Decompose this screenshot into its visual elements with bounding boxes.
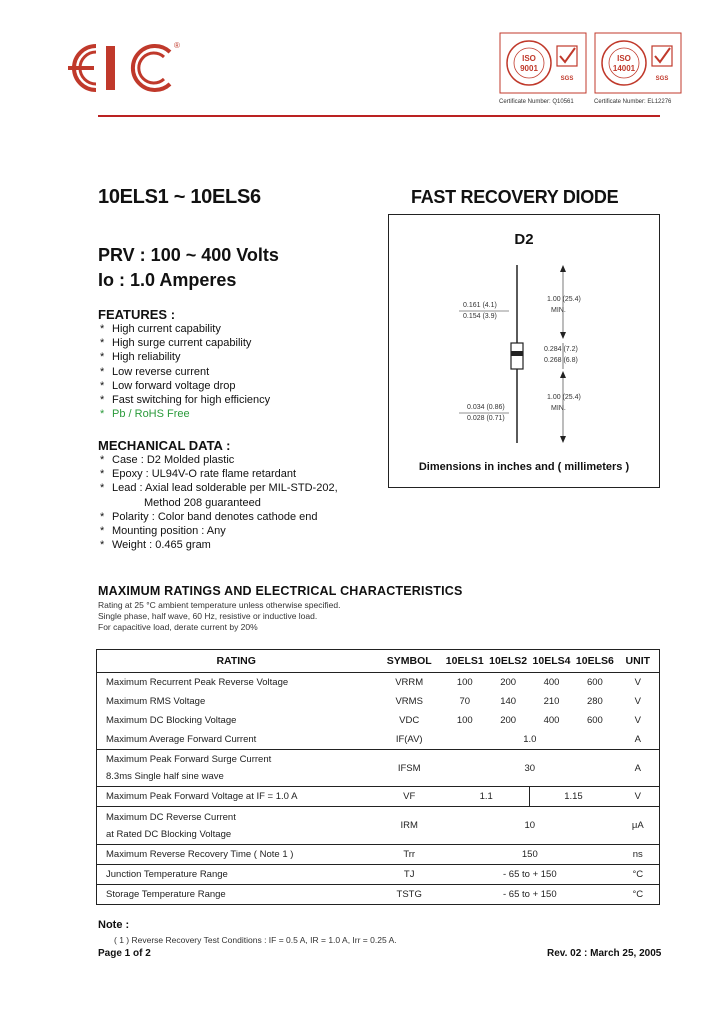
feature-item: * Low reverse current <box>100 365 210 378</box>
cert2-number: Certificate Number: EL12276 <box>594 99 672 105</box>
diagram-caption: Dimensions in inches and ( millimeters ) <box>418 461 630 473</box>
features-list <box>100 322 270 421</box>
table-row: Maximum Reverse Recovery Time ( Note 1 ) Trr 150 ns <box>97 845 660 865</box>
product-title: 10ELS1 ~ 10ELS6 <box>98 186 261 208</box>
feature-item: * Low forward voltage drop <box>100 379 236 392</box>
table-row: Maximum RMS Voltage VRMS 70 140 210 280 V <box>97 692 660 711</box>
registered-mark: ® <box>174 41 180 50</box>
page-number: Page 1 of 2 <box>98 948 151 959</box>
product-subtitle: FAST RECOVERY DIODE <box>411 187 619 207</box>
table-row: Maximum DC Reverse Current at Rated DC Blocking Voltage IRM 10 μA <box>97 807 660 845</box>
features-heading: FEATURES : <box>98 307 176 322</box>
package-diagram: D2 0.161 (4.1) 0.154 (3.9) 1.00 (25.4) MIN. 0.284 (7.2) 0.268 (6.8) 1.00 (25.4) MIN. 0.034 (0.86) 0.028 (0.71) Dimensions in inches and ( millimeters ) <box>388 214 660 488</box>
table-row: Maximum DC Blocking Voltage VDC 100 200 400 600 V <box>97 711 660 730</box>
revision-date: Rev. 02 : March 25, 2005 <box>547 948 662 959</box>
table-row: Maximum Average Forward Current IF(AV) 1.0 A <box>97 730 660 750</box>
feature-item-rohs: * Pb / RoHS Free <box>100 408 190 421</box>
mech-item-cont: Method 208 guaranteed <box>144 496 261 509</box>
svg-text:SGS: SGS <box>560 76 574 82</box>
note-heading: Note : <box>98 919 130 931</box>
diode-outline <box>389 215 661 455</box>
feature-item: * High current capability <box>100 323 221 335</box>
mech-item: * Weight : 0.465 gram <box>100 539 211 552</box>
svg-text:14001: 14001 <box>612 64 636 73</box>
header-divider <box>98 115 660 117</box>
prv-rating: PRV : 100 ~ 400 Volts <box>98 245 279 265</box>
svg-text:ISO: ISO <box>617 54 631 63</box>
mech-item: * Lead : Axial lead solderable per MIL-STD-202, <box>100 482 338 495</box>
mech-item: * Polarity : Color band denotes cathode end <box>100 510 318 523</box>
mech-item: * Case : D2 Molded plastic <box>100 454 235 466</box>
mech-item: * Mounting position : Any <box>100 525 226 538</box>
ratings-notes: Rating at 25 °C ambient temperature unless otherwise specified. Single phase, half wave, 60 Hz, resistive or inductive load. For capacitive load, derate current by 20% <box>98 600 341 632</box>
table-header: RATING SYMBOL 10ELS1 10ELS2 10ELS4 10ELS6 UNIT <box>97 650 660 673</box>
feature-item: * Fast switching for high efficiency <box>100 394 271 407</box>
table-row: Maximum Peak Forward Voltage at IF = 1.0 A VF 1.1 1.15 V <box>97 787 660 807</box>
cert1-number: Certificate Number: Q10561 <box>499 99 574 105</box>
svg-text:ISO: ISO <box>522 54 536 63</box>
iso9001-badge <box>499 32 587 105</box>
feature-item: * High surge current capability <box>100 337 252 350</box>
table-row: Storage Temperature Range TSTG - 65 to + 150 °C <box>97 885 660 905</box>
io-rating: Io : 1.0 Amperes <box>98 270 237 290</box>
ratings-table <box>96 649 660 905</box>
ratings-heading: MAXIMUM RATINGS AND ELECTRICAL CHARACTERISTICS <box>98 584 463 598</box>
iso14001-badge <box>594 32 682 105</box>
table-row: Junction Temperature Range TJ - 65 to + 150 °C <box>97 865 660 885</box>
mechanical-heading: MECHANICAL DATA : <box>98 438 231 453</box>
svg-text:9001: 9001 <box>520 64 538 73</box>
table-row: Maximum Recurrent Peak Reverse Voltage VRRM 100 200 400 600 V <box>97 673 660 692</box>
table-row: Maximum Peak Forward Surge Current 8.3ms Single half sine wave IFSM 30 A <box>97 750 660 787</box>
eic-logo <box>58 38 188 98</box>
package-name: D2 <box>514 231 534 248</box>
ratings-summary <box>98 243 279 293</box>
note-text: ( 1 ) Reverse Recovery Test Conditions : IF = 0.5 A, IR = 1.0 A, Irr = 0.25 A. <box>114 935 397 945</box>
svg-text:SGS: SGS <box>655 76 669 82</box>
mech-item: * Epoxy : UL94V-O rate flame retardant <box>100 468 297 481</box>
feature-item: * High reliability <box>100 351 181 364</box>
mechanical-list <box>100 453 338 552</box>
